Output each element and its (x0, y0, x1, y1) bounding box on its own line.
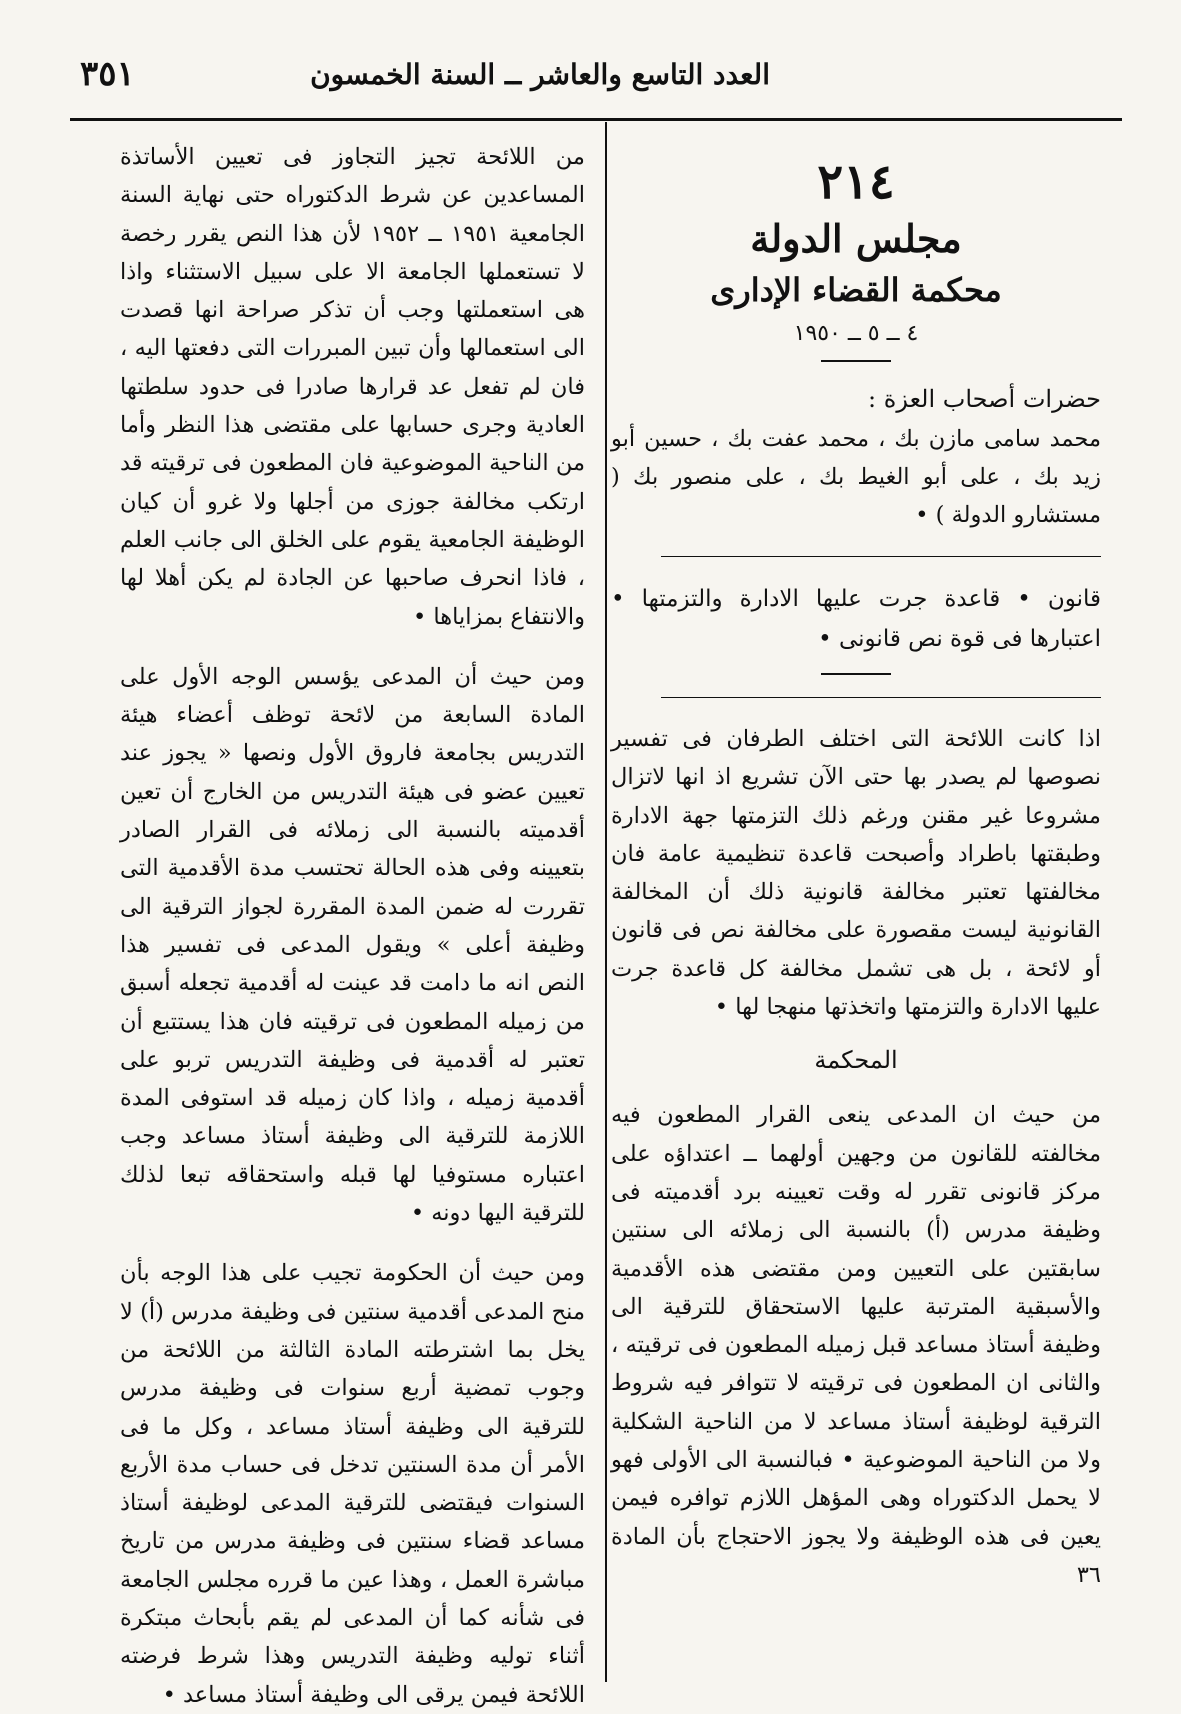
paragraph-gap (120, 1232, 585, 1254)
case-number: ٢١٤ (817, 154, 895, 210)
page-header (70, 54, 1122, 114)
page-number: ٣٥١ (80, 54, 135, 94)
court-name: محكمة القضاء الإدارى (710, 271, 1002, 309)
case-heading (611, 152, 1101, 362)
paragraph-1: من اللائحة تجيز التجاوز فى تعيين الأساتذة المساعدين عن شرط الدكتوراه حتى نهاية السنة الجامعية ١٩٥١ ــ ١٩٥٢ لأن هذا النص يقرر رخصة لا تستعملها الجامعة الا على سبيل الاستثناء واذا هى استعملتها وجب أن تذكر صراحة انها قصدت الى استعمالها وأن تبين المبررات التى دفعتها اليه ، فان لم تفعل عد قرارها صادرا فى حدود سلطتها العادية وجرى حسابها على مقتضى هذا النظر وأما من الناحية الموضوعية فان المطعون فى ترقيته قد ارتكب مخالفة جوزى من أجلها ولا غرو أن كيان الوظيفة الجامعية يقوم على الخلق الى جانب العلم ، فاذا انحرف صاحبها عن الجادة لم يكن أهلا لها والانتفاع بمزاياها • (120, 144, 585, 630)
court-paragraph: من حيث ان المدعى ينعى القرار المطعون فيه مخالفته للقانون من وجهين أولهما ــ اعتداؤه على مركز قانونى تقرر له وقت تعيينه برد أقدميته فى وظيفة مدرس (أ) بالنسبة الى زملائه الى سنتين سابقتين على التعيين ومن مقتضى هذه الأقدمية والأسبقية المترتبة عليها الاستحقاق للترقية الى وظيفة أستاذ مساعد قبل زميله المطعون فى ترقيته ، والثانى ان المطعون فى ترقيته لا تتوافر فيه شروط الترقية لوظيفة أستاذ مساعد لا من الناحية الشكلية ولا من الناحية الموضوعية • فبالنسبة الى الأولى فهو لا يحمل الدكتوراه وهى المؤهل اللازم توافره فيمن يعين فى هذه الوظيفة ولا يجوز الاحتجاج بأن المادة ٣٦ (611, 1102, 1101, 1588)
council-name: مجلس الدولة (750, 216, 962, 261)
issue-title: العدد التاسع والعاشر ــ السنة الخمسون (310, 58, 770, 91)
header-rule (70, 118, 1122, 121)
judges-intro: حضرات أصحاب العزة : (868, 385, 1101, 413)
summary-paragraph: اذا كانت اللائحة التى اختلف الطرفان فى تفسير نصوصها لم يصدر بها حتى الآن تشريع اذ انها لاتزال مشروعا غير مقنن ورغم ذلك التزمتها جهة الادارة وطبقتها باطراد وأصبحت قاعدة تنظيمية عامة فان مخالفتها تعتبر مخالفة قانونية ذلك أن المخالفة القانونية ليست مقصورة على مخالفة نص فى قانون أو لائحة ، بل هى تشمل مخالفة كل قاعدة جرت عليها الادارة والتزمتها واتخذتها منهجا لها • (611, 726, 1101, 1021)
paragraph-gap (120, 636, 585, 658)
short-divider (821, 673, 891, 675)
judgment-date: ٤ ــ ٥ ــ ١٩٥٠ (793, 321, 919, 346)
paragraph-2: ومن حيث أن المدعى يؤسس الوجه الأول على المادة السابعة من لائحة توظف أعضاء هيئة التدريس بجامعة فاروق الأول ونصها « يجوز عند تعيين عضو فى هيئة التدريس من الخارج أن تعين أقدميته بالنسبة الى زملائه فى القرار الصادر بتعيينه وفى هذه الحالة تحتسب مدة الأقدمية التى تقررت له ضمن المدة المقررة لجواز الترقية الى وظيفة أعلى » ويقول المدعى فى تفسير هذا النص انه ما دامت قد عينت له أقدمية تجعله أسبق من زميله المطعون فى ترقيته فان هذا يستتبع أن تعتبر له أقدمية فى وظيفة التدريس تربو على أقدمية زميله ، واذا كان زميله قد استوفى المدة اللازمة للترقية الى وظيفة أستاذ مساعد وجب اعتباره مستوفيا لها قبله واستحقاقه تبعا لذلك للترقية اليها دونه • (120, 663, 585, 1227)
left-column (120, 138, 585, 1714)
section-heading: المحكمة (814, 1046, 898, 1075)
judges-list: محمد سامى مازن بك ، محمد عفت بك ، حسين أبو زيد بك ، على أبو الغيط بك ، على منصور بك ( مستشارو الدولة ) • (611, 426, 1101, 528)
right-column (611, 138, 1101, 1594)
short-divider (821, 360, 891, 362)
section-divider (661, 697, 1101, 698)
paragraph-3: ومن حيث أن الحكومة تجيب على هذا الوجه بأن منح المدعى أقدمية سنتين فى وظيفة مدرس (أ) لا يخل بما اشترطته المادة الثالثة من اللائحة من وجوب تمضية أربع سنوات فى وظيفة مدرس للترقية الى وظيفة أستاذ مساعد ، وكل ما فى الأمر أن مدة السنتين تدخل فى حساب مدة الأربع السنوات فيقتضى للترقية المدعى لوظيفة أستاذ مساعد قضاء سنتين فى وظيفة مدرس من تاريخ مباشرة العمل ، وهذا عين ما قرره مجلس الجامعة فى شأنه كما أن المدعى لم يقم بأبحاث مبتكرة أثناء توليه وظيفة التدريس وهذا شرط فرضته اللائحة فيمن يرقى الى وظيفة أستاذ مساعد • (120, 1260, 585, 1708)
legal-principle: قانون • قاعدة جرت عليها الادارة والتزمتها • اعتبارها فى قوة نص قانونى • (611, 586, 1101, 652)
section-divider (661, 556, 1101, 557)
column-divider (605, 122, 607, 1682)
